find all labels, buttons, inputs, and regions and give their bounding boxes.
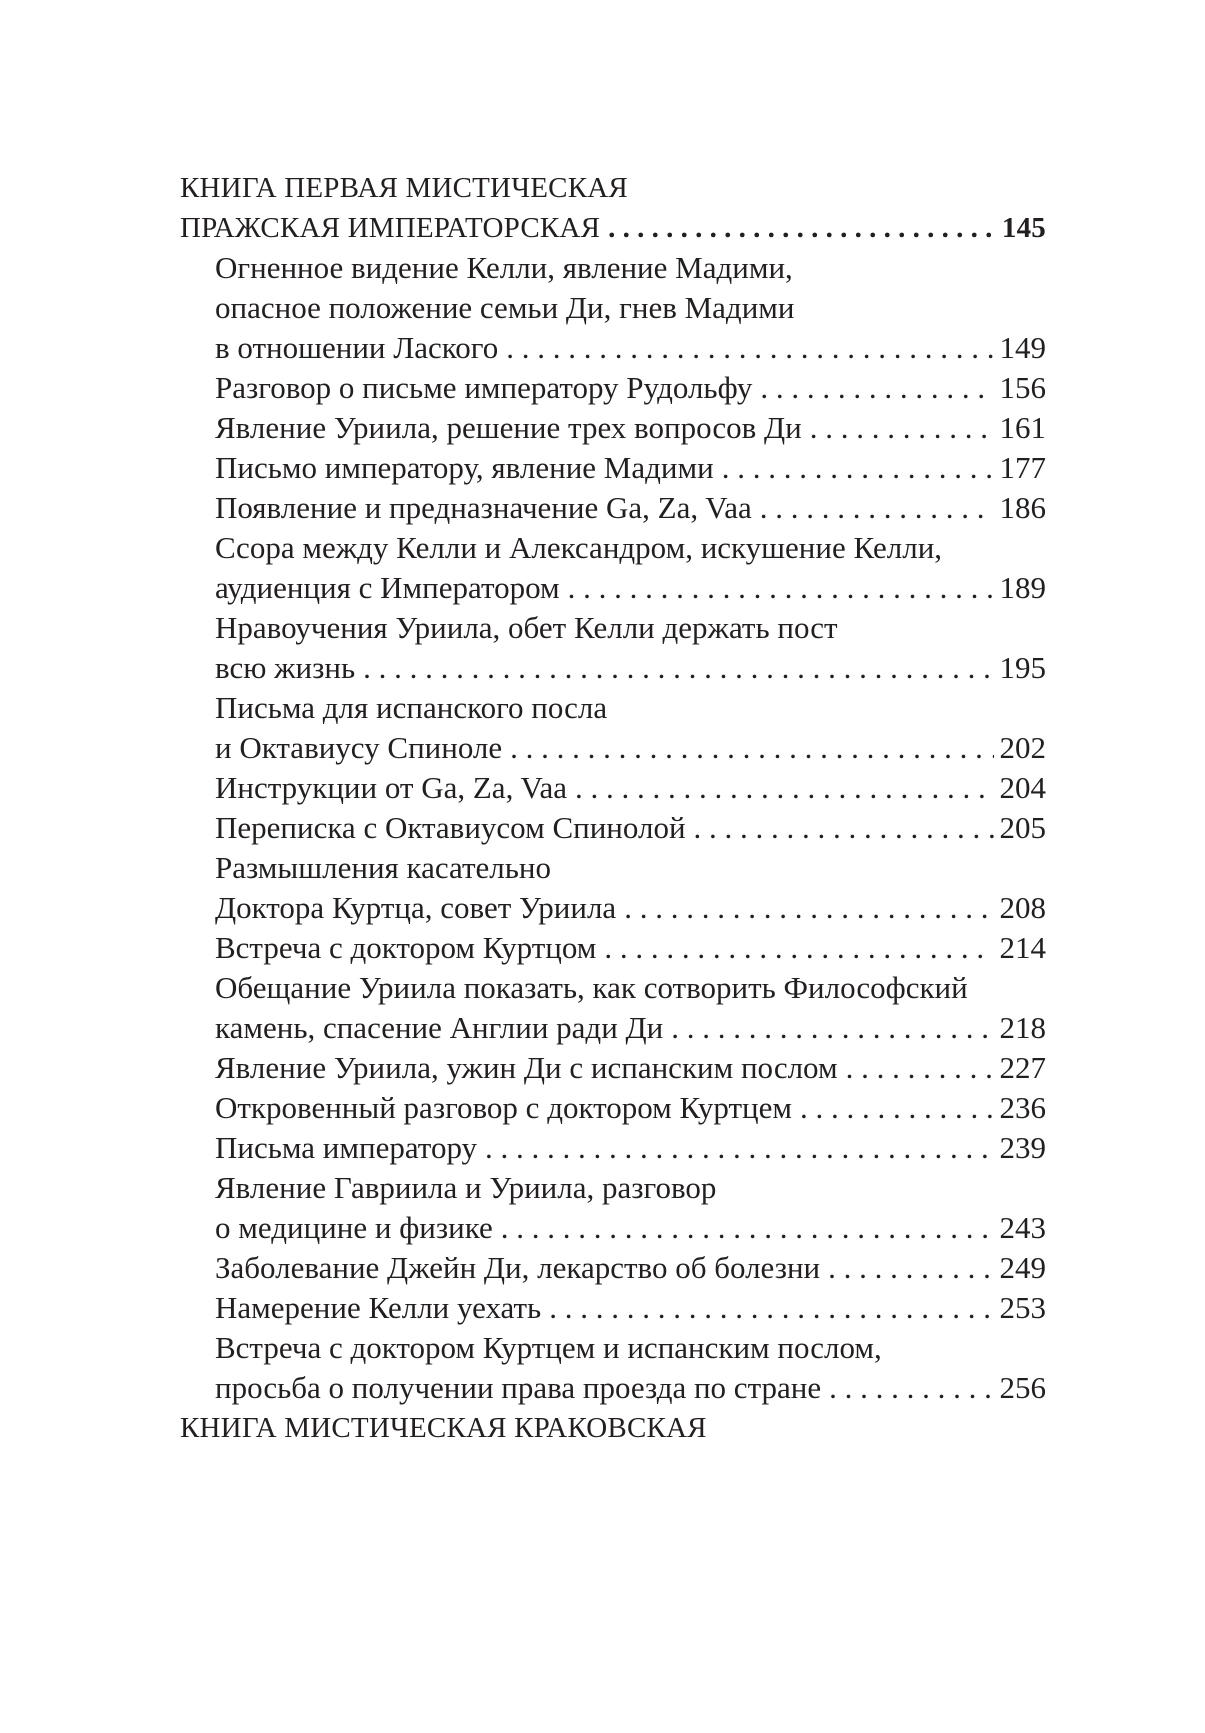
book-title: КНИГА МИСТИЧЕСКАЯ КРАКОВСКАЯ [180, 1412, 707, 1444]
toc-entry-line [180, 1048, 1046, 1088]
book-title-line [180, 208, 1046, 248]
leader-dots [760, 368, 993, 408]
toc-entry-text: Явление Гавриила и Уриила, разговор [215, 1170, 717, 1205]
toc-entry-line [180, 808, 1046, 848]
toc-entry-text: Письма для испанского посла [215, 690, 608, 725]
toc-entry-line [180, 928, 1046, 968]
page-number: 202 [999, 730, 1046, 765]
toc-entry-text: в отношении Лаского [215, 330, 499, 365]
leader-dots [828, 1248, 993, 1288]
leader-dots [575, 768, 994, 808]
leader-dots [800, 1088, 994, 1128]
toc-entry-line [180, 1008, 1046, 1048]
toc-entry-text: и Октавиусу Спиноле [215, 730, 503, 765]
toc-entry-text: Явление Уриила, ужин Ди с испанским послом [215, 1050, 838, 1085]
toc-entry-text: Размышления касательно [215, 850, 551, 885]
toc-entry-text: Нравоучения Уриила, обет Келли держать пост [215, 610, 838, 645]
table-of-contents [180, 168, 1046, 1448]
toc-entry-line [180, 1168, 1046, 1208]
toc-entry-line [180, 1368, 1046, 1408]
page-number: 253 [999, 1290, 1046, 1325]
toc-entry-text: аудиенция с Императором [215, 570, 560, 605]
leader-dots [810, 408, 994, 448]
toc-entry-text: о медицине и физике [215, 1210, 493, 1245]
toc-entry-line [180, 1088, 1046, 1128]
page-number: 177 [999, 450, 1046, 485]
toc-entry-text: Появление и предназначение Ga, Za, Vaa [215, 490, 752, 525]
leader-dots [694, 808, 994, 848]
toc-entry-line [180, 568, 1046, 608]
page-number: 149 [999, 330, 1046, 365]
toc-entry-line [180, 768, 1046, 808]
toc-entry-text: Встреча с доктором Куртцом [215, 930, 597, 965]
toc-entry-text: Переписка с Октавиусом Спинолой [215, 810, 686, 845]
page-number: 205 [999, 810, 1046, 845]
page-number: 195 [999, 650, 1046, 685]
book-title-line [180, 168, 1046, 208]
leader-dots [363, 648, 993, 688]
toc-entry-line [180, 848, 1046, 888]
toc-entry-text: Откровенный разговор с доктором Куртцем [215, 1090, 792, 1125]
leader-dots [485, 1128, 993, 1168]
leader-dots [549, 1288, 993, 1328]
toc-entry-text: камень, спасение Англии ради Ди [215, 1010, 664, 1045]
toc-entry-line [180, 1208, 1046, 1248]
book-title: ПРАЖСКАЯ ИМПЕРАТОРСКАЯ [180, 212, 601, 244]
toc-entry-text: Письмо императору, явление Мадими [215, 450, 714, 485]
page-number: 227 [999, 1050, 1046, 1085]
leader-dots [506, 328, 993, 368]
toc-entry-line [180, 1288, 1046, 1328]
leader-dots [604, 928, 993, 968]
toc-entry-line [180, 888, 1046, 928]
toc-entry-text: Ссора между Келли и Александром, искушение Келли, [215, 530, 943, 565]
toc-entry-text: Обещание Уриила показать, как сотворить Философский [215, 970, 968, 1005]
toc-entry-line [180, 1248, 1046, 1288]
toc-entry-text: Намерение Келли уехать [215, 1290, 542, 1325]
toc-entry-text: Встреча с доктором Куртцем и испанским послом, [215, 1330, 882, 1365]
page-number: 189 [999, 570, 1046, 605]
leader-dots [671, 1008, 993, 1048]
leader-dots [624, 888, 993, 928]
page-number: 208 [999, 890, 1046, 925]
toc-entry-line [180, 408, 1046, 448]
toc-entry-text: опасное положение семьи Ди, гнев Мадими [215, 290, 795, 325]
book-title-line [180, 1408, 1046, 1448]
toc-entry-line [180, 368, 1046, 408]
page-number: 214 [999, 930, 1046, 965]
toc-entry-line [180, 608, 1046, 648]
page-number: 256 [999, 1370, 1046, 1405]
toc-entry-text: Инструкции от Ga, Za, Vaa [215, 770, 567, 805]
toc-entry-line [180, 968, 1046, 1008]
book-title: КНИГА ПЕРВАЯ МИСТИЧЕСКАЯ [180, 172, 628, 204]
page-number: 145 [1001, 212, 1046, 244]
toc-entry-text: просьба о получении права проезда по стране [215, 1370, 822, 1405]
entries-list [180, 248, 1046, 1408]
page-number: 236 [999, 1090, 1046, 1125]
leader-dots [722, 448, 994, 488]
leader-dots [510, 728, 993, 768]
page-number: 218 [999, 1010, 1046, 1045]
page-number: 239 [999, 1130, 1046, 1165]
leader-dots [760, 488, 994, 528]
toc-entry-text: всю жизнь [215, 650, 356, 685]
page-number: 161 [999, 410, 1046, 445]
toc-entry-line [180, 288, 1046, 328]
toc-entry-line [180, 648, 1046, 688]
toc-entry-text: Доктора Куртца, совет Уриила [215, 890, 617, 925]
toc-entry-line [180, 328, 1046, 368]
leader-dots [829, 1368, 993, 1408]
toc-entry-line [180, 528, 1046, 568]
leader-dots [568, 568, 994, 608]
toc-entry-text: Заболевание Джейн Ди, лекарство об болезни [215, 1250, 821, 1285]
toc-entry-line [180, 688, 1046, 728]
leader-dots [608, 208, 996, 248]
leader-dots [501, 1208, 994, 1248]
toc-entry-line [180, 1328, 1046, 1368]
toc-entry-line [180, 488, 1046, 528]
toc-entry-line [180, 248, 1046, 288]
toc-entry-line [180, 448, 1046, 488]
page-number: 156 [999, 370, 1046, 405]
toc-entry-line [180, 728, 1046, 768]
toc-entry-line [180, 1128, 1046, 1168]
toc-entry-text: Письма императору [215, 1130, 478, 1165]
page-number: 249 [999, 1250, 1046, 1285]
page-number: 204 [999, 770, 1046, 805]
leader-dots [846, 1048, 994, 1088]
toc-entry-text: Явление Уриила, решение трех вопросов Ди [215, 410, 802, 445]
toc-entry-text: Разговор о письме императору Рудольфу [215, 370, 753, 405]
toc-entry-text: Огненное видение Келли, явление Мадими, [215, 250, 793, 285]
page-number: 243 [999, 1210, 1046, 1245]
page-number: 186 [999, 490, 1046, 525]
